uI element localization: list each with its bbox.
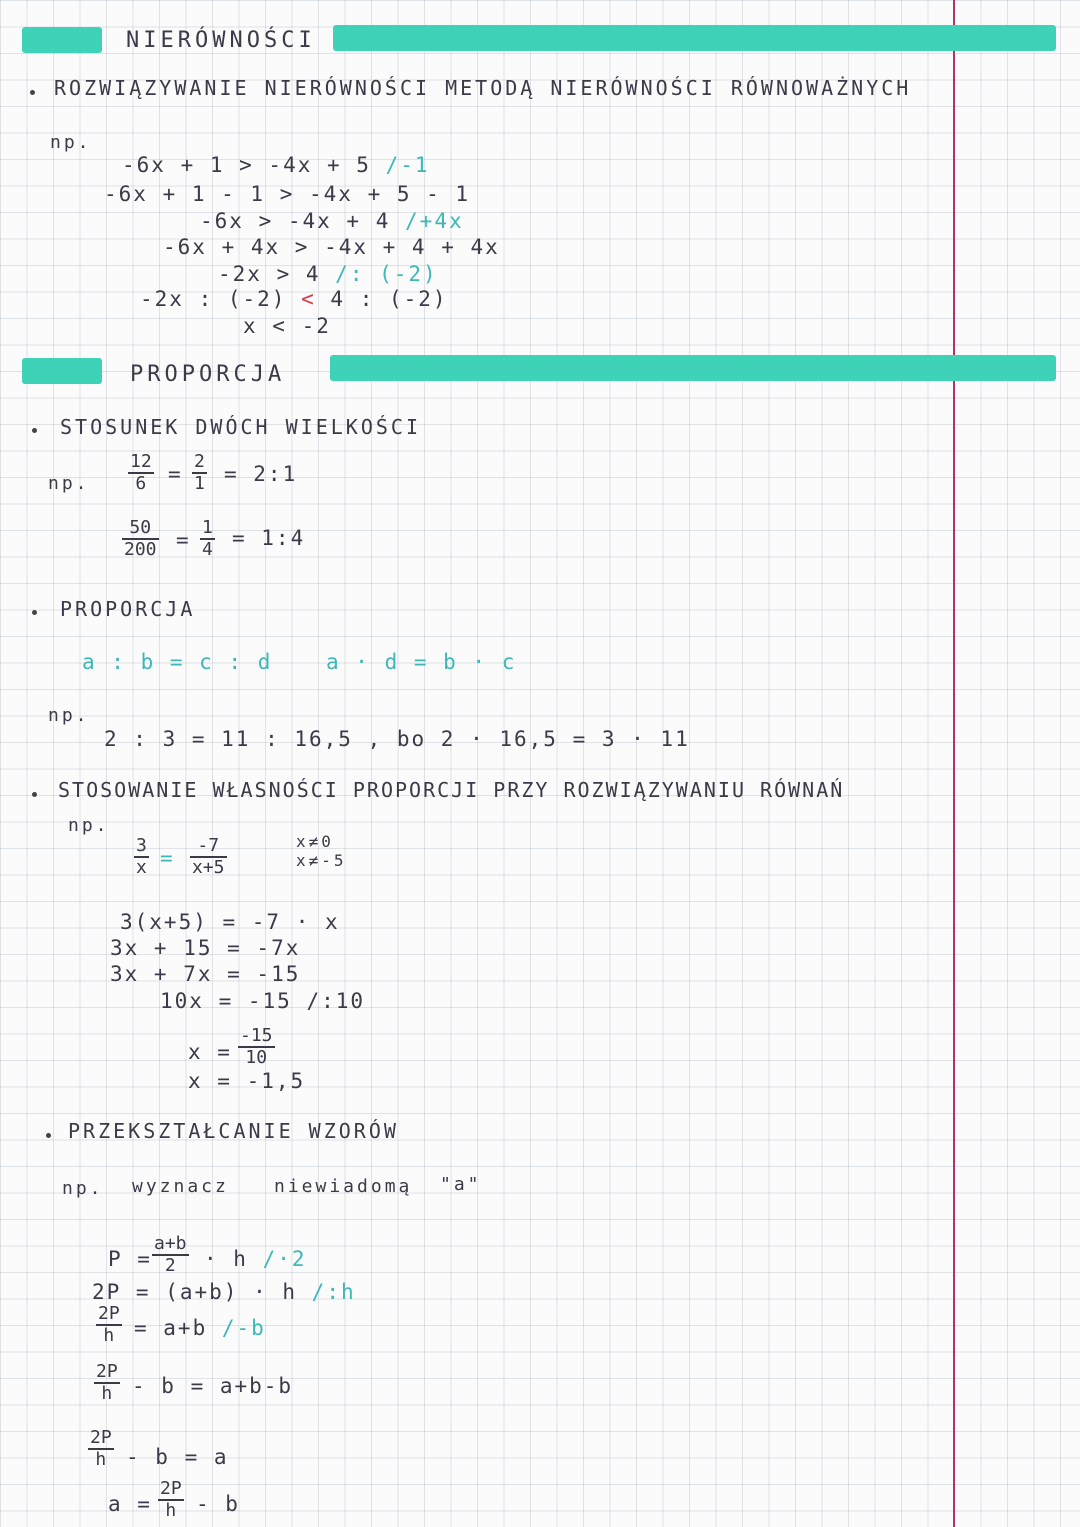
bullet bbox=[32, 610, 37, 615]
proportion-example: 2 : 3 = 11 : 16,5 , bo 2 · 16,5 = 3 · 11 bbox=[104, 727, 690, 751]
fraction-2-1: $\frac{2}{1}$ bbox=[194, 451, 205, 494]
header-bar-right-2 bbox=[330, 355, 1056, 381]
formula-step-5: - b = a bbox=[126, 1445, 229, 1469]
header-bar-left bbox=[22, 27, 102, 53]
header-bar-right bbox=[333, 25, 1056, 51]
rule-left: a : b = c : d bbox=[82, 650, 273, 674]
solve-line-3: 3x + 7x = -15 bbox=[110, 962, 301, 986]
fraction-aplusb-2: $\frac{a+b}{2}$ bbox=[154, 1233, 187, 1276]
np-label: np. bbox=[68, 815, 110, 836]
fraction-50-200: $\frac{50}{200}$ bbox=[124, 517, 157, 560]
np-label: np. bbox=[48, 473, 90, 494]
section-title-nierownosci: NIERÓWNOŚCI bbox=[126, 28, 316, 53]
formula-P-lhs: P = bbox=[108, 1247, 152, 1271]
ineq-line-1: -6x + 1 > -4x + 5 /-1 bbox=[122, 153, 430, 177]
heading-proporcja: PROPORCJA bbox=[60, 597, 196, 621]
domain-x-not-minus5: x≠-5 bbox=[296, 851, 347, 870]
heading-rozwiazywanie: ROZWIĄZYWANIE NIERÓWNOŚCI METODĄ NIERÓWNOŚCI RÓWNOWAŻNYCH bbox=[54, 76, 912, 100]
formula-a-rhs: - b bbox=[196, 1492, 240, 1516]
heading-stosunek: STOSUNEK DWÓCH WIELKOŚCI bbox=[60, 415, 421, 439]
np-label: np. bbox=[62, 1178, 104, 1199]
ratio-1-4: = 1:4 bbox=[232, 526, 306, 550]
variable-a-label: "a" bbox=[440, 1174, 482, 1195]
fraction-minus15-10: $\frac{-15}{10}$ bbox=[240, 1025, 273, 1068]
fraction-minus7-xplus5: $\frac{-7}{x+5}$ bbox=[192, 835, 225, 878]
cross-multiply-sign: = bbox=[160, 846, 175, 870]
section-title-proporcja: PROPORCJA bbox=[130, 362, 286, 387]
equals-sign: = bbox=[168, 462, 183, 486]
heading-przeksztalcanie: PRZEKSZTAŁCANIE WZORÓW bbox=[68, 1119, 399, 1143]
fraction-2P-h: $\frac{2P}{h}$ bbox=[96, 1361, 118, 1404]
fraction-2P-h: $\frac{2P}{h}$ bbox=[98, 1303, 120, 1346]
np-label: np. bbox=[50, 132, 92, 153]
np-label: np. bbox=[48, 705, 90, 726]
result-x: x = -1,5 bbox=[188, 1069, 306, 1093]
bullet bbox=[46, 1133, 51, 1138]
niewiadoma-text: niewiadomą bbox=[274, 1176, 413, 1197]
fraction-2P-h: $\frac{2P}{h}$ bbox=[90, 1427, 112, 1470]
header-bar-left-2 bbox=[22, 358, 102, 384]
formula-P-rhs: · h /·2 bbox=[204, 1247, 307, 1271]
solve-line-4: 10x = -15 /:10 bbox=[160, 989, 366, 1013]
domain-x-not-0: x≠0 bbox=[296, 832, 334, 851]
x-equals: x = bbox=[188, 1040, 232, 1064]
fraction-12-6: $\frac{12}{6}$ bbox=[130, 451, 152, 494]
formula-a-lhs: a = bbox=[108, 1492, 152, 1516]
ineq-line-3: -6x > -4x + 4 /+4x bbox=[200, 209, 464, 233]
fraction-2P-h-final: $\frac{2P}{h}$ bbox=[160, 1478, 182, 1521]
fraction-1-4: $\frac{1}{4}$ bbox=[202, 517, 213, 560]
bullet bbox=[32, 792, 37, 797]
ineq-line-2: -6x + 1 - 1 > -4x + 5 - 1 bbox=[104, 182, 471, 206]
fraction-3-x: $\frac{3}{x}$ bbox=[136, 835, 147, 878]
formula-step-3: = a+b /-b bbox=[134, 1316, 266, 1340]
ineq-line-6: -2x : (-2) < 4 : (-2) bbox=[140, 287, 448, 311]
margin-line bbox=[953, 0, 955, 1527]
ratio-2-1: = 2:1 bbox=[224, 462, 298, 486]
rule-right: a · d = b · c bbox=[326, 650, 517, 674]
solve-line-2: 3x + 15 = -7x bbox=[110, 936, 301, 960]
ineq-line-7: x < -2 bbox=[243, 314, 331, 338]
solve-line-1: 3(x+5) = -7 · x bbox=[120, 910, 340, 934]
ineq-line-5: -2x > 4 /: (-2) bbox=[218, 262, 438, 286]
formula-2P: 2P = (a+b) · h /:h bbox=[92, 1280, 356, 1304]
bullet bbox=[30, 90, 35, 95]
wyznacz-text: wyznacz bbox=[132, 1176, 229, 1197]
heading-stosowanie: STOSOWANIE WŁASNOŚCI PROPORCJI PRZY ROZWIĄZYWANIU RÓWNAŃ bbox=[58, 778, 845, 802]
formula-step-4: - b = a+b-b bbox=[132, 1374, 294, 1398]
ineq-line-4: -6x + 4x > -4x + 4 + 4x bbox=[163, 235, 500, 259]
bullet bbox=[32, 428, 37, 433]
equals-sign: = bbox=[176, 528, 191, 552]
